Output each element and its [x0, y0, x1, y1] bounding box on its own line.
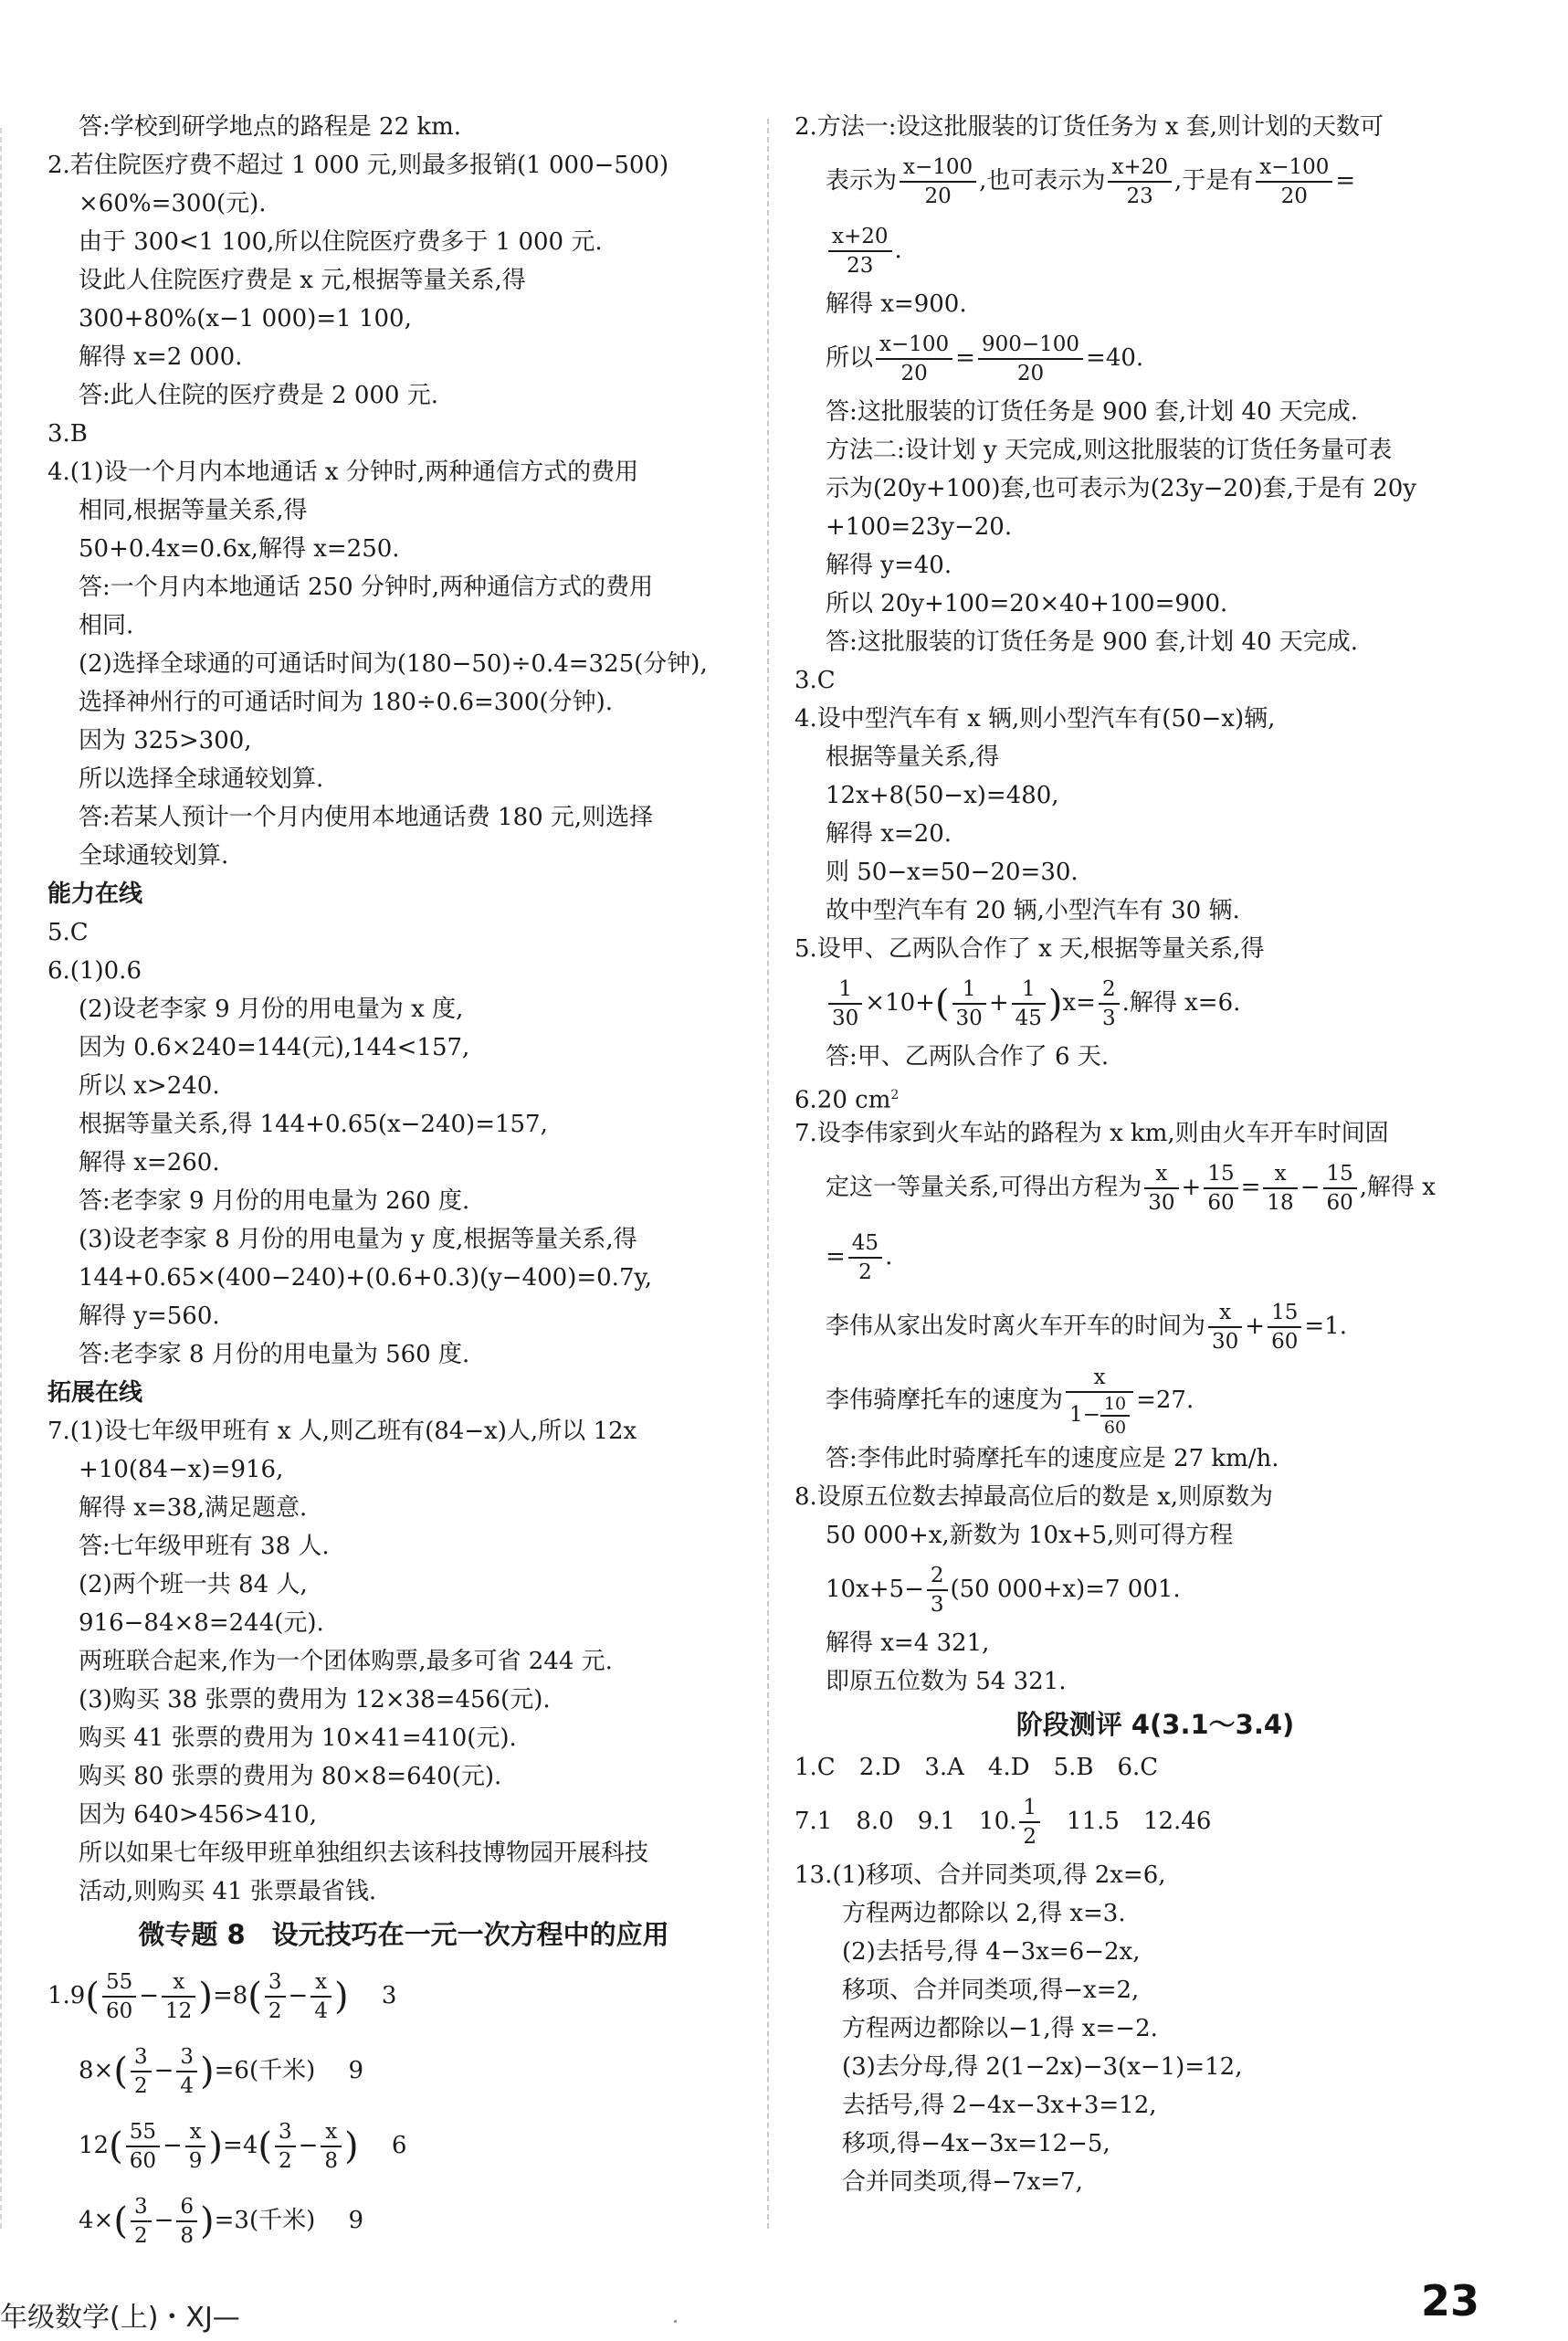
fraction	[265, 1968, 286, 2025]
fraction	[848, 1229, 882, 1286]
math-text: x=	[1062, 989, 1096, 1017]
answer-value: 9	[348, 2207, 364, 2234]
answer-line: 移项、合并同类项,得−x=2,	[842, 1977, 1140, 2004]
answer-line: 所以如果七年级甲班单独组织去该科技博物园开展科技	[79, 1840, 649, 1867]
math-text: =	[1240, 1174, 1261, 1201]
numerator: 3	[176, 2043, 197, 2072]
numerator: x−100	[876, 331, 952, 360]
fraction	[185, 2118, 206, 2175]
denominator: 60	[1271, 1330, 1299, 1354]
numerator: x	[162, 1968, 195, 1998]
denominator: 4	[314, 1999, 328, 2023]
answer-line: 购买 41 张票的费用为 10×41=410(元).	[79, 1724, 517, 1752]
paren-glyph: )	[198, 1976, 213, 2018]
answer-line: (3)去分母,得 2(1−2x)−3(x−1)=12,	[842, 2053, 1243, 2081]
answer-line: 合并同类项,得−7x=7,	[842, 2168, 1083, 2196]
answer-line: 因为 0.6×240=144(元),144<157,	[79, 1034, 470, 1061]
paren-glyph: (	[113, 2051, 128, 2093]
math-text: .解得 x=6.	[1121, 989, 1241, 1017]
answer-line: 全球通较划算.	[79, 842, 229, 870]
fraction	[126, 2118, 160, 2175]
numerator: x	[310, 1968, 331, 1998]
denominator: 60	[129, 2149, 156, 2173]
denominator: 3	[930, 1593, 944, 1617]
numerator: 15	[1268, 1299, 1301, 1328]
complex-fraction	[1066, 1364, 1133, 1439]
denominator: 8	[324, 2149, 339, 2173]
math-text: =8	[212, 1982, 248, 2009]
math-line	[795, 968, 1516, 1038]
numerator: 1	[952, 975, 986, 1005]
numerator: x	[185, 2118, 206, 2147]
answer-line: 解得 x=20.	[826, 820, 952, 848]
numerator: x−100	[900, 153, 976, 183]
fraction	[102, 1968, 136, 2025]
answer-line: 答:甲、乙两队合作了 6 天.	[826, 1043, 1110, 1070]
answer-line: 示为(20y+100)套,也可表示为(23y−20)套,于是有 20y	[826, 475, 1416, 502]
denominator: 20	[1016, 362, 1045, 385]
numerator: 1	[1019, 1794, 1040, 1823]
denominator: 9	[188, 2149, 203, 2173]
answer-line: 解得 y=40.	[826, 552, 952, 579]
math-line	[47, 2108, 760, 2183]
answer-line: 答:这批服装的订货任务是 900 套,计划 40 天完成.	[826, 628, 1359, 656]
math-text: .	[894, 237, 902, 264]
answer-line: 解得 x=2 000.	[79, 343, 243, 371]
section-heading-ability: 能力在线	[47, 881, 143, 908]
answer-line: 方程两边都除以 2,得 x=3.	[842, 1900, 1126, 1927]
denominator	[1066, 1393, 1133, 1439]
page-number: 23	[1421, 2276, 1480, 2325]
denominator: 30	[955, 1007, 983, 1030]
answer-line: 300+80%(x−1 000)=1 100,	[79, 305, 412, 332]
answer-line: +100=23y−20.	[826, 513, 1013, 541]
paren-glyph: )	[200, 2200, 215, 2242]
numerator: x	[1144, 1160, 1178, 1189]
math-text: 4×	[79, 2207, 114, 2234]
answer-line	[795, 1076, 1516, 1114]
answer-line: 活动,则购买 41 张票最省钱.	[79, 1878, 377, 1905]
denominator: 30	[832, 1007, 859, 1030]
column-divider	[767, 119, 769, 2229]
math-text: =3(千米)	[214, 2207, 316, 2234]
fraction	[900, 153, 976, 210]
math-text: +	[1181, 1174, 1202, 1201]
math-text: 李伟从家出发时离火车开车的时间为	[826, 1313, 1206, 1340]
numerator: 1	[1012, 975, 1046, 1005]
answer-line: 50 000+x,新数为 10x+5,则可得方程	[826, 1522, 1234, 1549]
math-text: 1−	[1069, 1403, 1100, 1427]
math-text: 10x+5−	[826, 1576, 924, 1603]
answer-line: 则 50−x=50−20=30.	[826, 859, 1079, 886]
math-line	[795, 1292, 1516, 1361]
fraction	[952, 975, 986, 1032]
math-line	[47, 2183, 760, 2258]
math-text: =1.	[1304, 1313, 1347, 1340]
fraction	[131, 2043, 152, 2100]
fraction	[1144, 1160, 1178, 1217]
answer-line: (2)去括号,得 4−3x=6−2x,	[842, 1938, 1141, 1966]
answer-line: 144+0.65×(400−240)+(0.6+0.3)(y−400)=0.7y,	[79, 1264, 652, 1292]
answer-line: 答:七年级甲班有 38 人.	[79, 1533, 330, 1560]
numerator: 15	[1323, 1160, 1357, 1189]
answer-line: 选择神州行的可通话时间为 180÷0.6=300(分钟).	[79, 689, 613, 716]
denominator: 4	[180, 2074, 195, 2098]
denominator: 60	[1326, 1191, 1353, 1215]
math-text: 11.5 12.46	[1043, 1808, 1212, 1835]
fraction	[321, 2118, 342, 2175]
math-line	[795, 1222, 1516, 1292]
answer-line: 方程两边都除以−1,得 x=−2.	[842, 2015, 1158, 2042]
math-text: −	[153, 2207, 174, 2234]
math-line	[795, 1555, 1516, 1624]
footer-dot	[674, 2320, 677, 2323]
fraction	[927, 1562, 948, 1619]
answer-line: 6.(1)0.6	[47, 957, 142, 985]
denominator: 45	[1015, 1007, 1042, 1030]
answer-line: 方法二:设计划 y 天完成,则这批服装的订货任务量可表	[826, 437, 1393, 464]
paren-glyph: )	[344, 2125, 359, 2167]
paren-glyph: (	[258, 2125, 272, 2167]
numerator: x−100	[1256, 153, 1332, 183]
answer-line: 2.方法一:设这批服装的订货任务为 x 套,则计划的天数可	[795, 113, 1384, 141]
answer-line: 3.B	[47, 420, 88, 448]
math-line	[795, 1153, 1516, 1222]
fraction	[828, 975, 862, 1032]
left-edge-rule	[0, 128, 2, 2229]
math-line	[795, 146, 1516, 216]
fraction	[828, 223, 892, 279]
numerator: 900−100	[978, 331, 1083, 360]
fraction	[1323, 1160, 1357, 1217]
answer-line: 移项,得−4x−3x=12−5,	[842, 2130, 1110, 2157]
paren-glyph: (	[113, 2200, 128, 2242]
math-text: =4	[223, 2132, 258, 2159]
math-text: +	[1245, 1313, 1266, 1340]
answer-line: (2)选择全球通的可通话时间为(180−50)÷0.4=325(分钟),	[79, 650, 708, 678]
math-line	[795, 323, 1516, 393]
numerator: 15	[1204, 1160, 1237, 1189]
denominator: 18	[1267, 1191, 1294, 1215]
denominator: 3	[1101, 1007, 1116, 1030]
paren-glyph: )	[208, 2125, 224, 2167]
fraction	[1012, 975, 1046, 1032]
fraction	[1263, 1160, 1297, 1217]
answer-line: 50+0.4x=0.6x,解得 x=250.	[79, 535, 400, 563]
superscript: 2	[890, 1088, 900, 1102]
answer-line: 所以 20y+100=20×40+100=900.	[826, 590, 1228, 617]
denominator: 20	[900, 362, 928, 385]
fraction	[176, 2043, 197, 2100]
answer-line: 故中型汽车有 20 辆,小型汽车有 30 辆.	[826, 897, 1240, 924]
numerator: 3	[275, 2118, 296, 2147]
fraction	[1204, 1160, 1237, 1217]
answer-line: 购买 80 张票的费用为 80×8=640(元).	[79, 1763, 502, 1790]
answer-line: 916−84×8=244(元).	[79, 1609, 324, 1637]
answer-line: 答:若某人预计一个月内使用本地通话费 180 元,则选择	[79, 804, 654, 831]
answer-line: 解得 x=4 321,	[826, 1629, 990, 1657]
math-text: −	[139, 1982, 160, 2009]
numerator: 6	[176, 2193, 197, 2222]
fraction	[275, 2118, 296, 2175]
footer-book-label: 年级数学(上)・XJ—	[0, 2302, 240, 2334]
math-text: =27.	[1136, 1387, 1194, 1414]
answer-line: (2)设老李家 9 月份的用电量为 x 度,	[79, 996, 464, 1023]
math-text: 所以	[826, 344, 874, 372]
denominator: 2	[278, 2149, 292, 2173]
fraction	[1108, 153, 1172, 210]
answer-line: 13.(1)移项、合并同类项,得 2x=6,	[795, 1861, 1166, 1889]
denominator: 2	[133, 2224, 148, 2248]
math-text: −	[153, 2057, 174, 2084]
answer-line: 4.(1)设一个月内本地通话 x 分钟时,两种通信方式的费用	[47, 459, 639, 486]
answer-line: 2.若住院医疗费不超过 1 000 元,则最多报销(1 000−500)	[47, 152, 669, 179]
math-text: ,于是有	[1173, 167, 1254, 195]
numerator: 1	[828, 975, 862, 1005]
numerator: 55	[102, 1968, 136, 1998]
numerator: 10	[1100, 1393, 1130, 1417]
numerator: 2	[927, 1562, 948, 1591]
denominator: 20	[1280, 185, 1308, 208]
answer-line: 解得 x=38,满足题意.	[79, 1494, 308, 1522]
answer-line: 5.设甲、乙两队合作了 x 天,根据等量关系,得	[795, 935, 1265, 963]
answer-value: 6	[391, 2132, 407, 2159]
denominator: 60	[1103, 1418, 1127, 1438]
micro-topic-title: 微专题 8 设元技巧在一元一次方程中的应用	[138, 1919, 669, 1950]
answer-line: 相同.	[79, 612, 134, 639]
fraction	[1256, 153, 1332, 210]
answer-line: 1.C 2.D 3.A 4.D 5.B 6.C	[795, 1754, 1159, 1781]
fraction	[1100, 1393, 1130, 1439]
fraction	[1019, 1794, 1040, 1851]
paren-glyph: (	[934, 983, 950, 1025]
math-text: −	[298, 2132, 319, 2159]
math-text: 6.20 cm	[795, 1086, 891, 1114]
math-text: −	[1300, 1174, 1321, 1201]
math-text: −	[162, 2132, 183, 2159]
fraction	[876, 331, 952, 387]
numerator: x+20	[828, 223, 892, 252]
denominator: 30	[1212, 1330, 1239, 1354]
answer-value: 3	[381, 1982, 397, 2009]
answer-line: 7.(1)设七年级甲班有 x 人,则乙班有(84−x)人,所以 12x	[47, 1418, 637, 1445]
math-line	[47, 1958, 760, 2033]
paren-glyph: (	[109, 2125, 123, 2167]
math-text: 表示为	[826, 167, 898, 195]
math-text: =	[826, 1243, 846, 1271]
answer-line: 根据等量关系,得 144+0.65(x−240)=157,	[79, 1111, 548, 1138]
answer-line: 答:李伟此时骑摩托车的速度应是 27 km/h.	[826, 1445, 1279, 1472]
math-text: 李伟骑摩托车的速度为	[826, 1387, 1064, 1414]
answer-line: 3.C	[795, 667, 836, 694]
numerator: x	[1263, 1160, 1297, 1189]
answer-line: (3)设老李家 8 月份的用电量为 y 度,根据等量关系,得	[79, 1226, 637, 1253]
numerator: 55	[126, 2118, 160, 2147]
denominator: 8	[180, 2224, 195, 2248]
numerator: x	[321, 2118, 342, 2147]
answer-line: (2)两个班一共 84 人,	[79, 1571, 308, 1598]
math-line	[795, 1361, 1516, 1439]
fraction	[1268, 1299, 1301, 1355]
math-text: 12	[79, 2132, 110, 2159]
math-text: =6(千米)	[214, 2057, 316, 2084]
answer-line: 答:老李家 9 月份的用电量为 260 度.	[79, 1187, 470, 1215]
answer-line: 解得 x=900.	[826, 290, 967, 318]
answer-line: 设此人住院医疗费是 x 元,根据等量关系,得	[79, 267, 526, 294]
fraction	[1099, 975, 1120, 1032]
math-text: −	[288, 1982, 309, 2009]
answer-line: 所以选择全球通较划算.	[79, 765, 324, 793]
fraction	[1208, 1299, 1242, 1355]
numerator: 45	[848, 1229, 882, 1259]
fraction	[162, 1968, 195, 2025]
answer-line: 去括号,得 2−4x−3x+3=12,	[842, 2092, 1157, 2119]
math-line	[795, 1787, 1516, 1856]
numerator: 2	[1099, 975, 1120, 1005]
answer-line: 因为 325>300,	[79, 727, 252, 754]
right-column	[795, 108, 1516, 2201]
answer-line: 答:这批服装的订货任务是 900 套,计划 40 天完成.	[826, 398, 1359, 426]
math-text: 定这一等量关系,可得出方程为	[826, 1174, 1142, 1201]
denominator: 23	[1126, 185, 1153, 208]
left-column	[47, 108, 760, 2258]
math-text: =	[955, 344, 975, 372]
paren-glyph: (	[247, 1976, 262, 2018]
numerator: x	[1208, 1299, 1242, 1328]
math-text: (50 000+x)=7 001.	[950, 1576, 1181, 1603]
answer-line: 解得 x=260.	[79, 1149, 220, 1176]
answer-line: 答:此人住院的医疗费是 2 000 元.	[79, 382, 438, 409]
answer-line: 8.设原五位数去掉最高位后的数是 x,则原数为	[795, 1483, 1273, 1511]
answer-line: ×60%=300(元).	[79, 190, 267, 217]
answer-line: 由于 300<1 100,所以住院医疗费多于 1 000 元.	[79, 228, 603, 256]
numerator: 3	[265, 1968, 286, 1998]
paren-glyph: (	[85, 1976, 100, 2018]
answer-line: 答:学校到研学地点的路程是 22 km.	[79, 113, 462, 141]
paren-glyph: )	[333, 1976, 349, 2018]
answer-line: 答:老李家 8 月份的用电量为 560 度.	[79, 1341, 470, 1368]
answer-line: (3)购买 38 张票的费用为 12×38=456(元).	[79, 1686, 551, 1714]
answer-line: 即原五位数为 54 321.	[826, 1668, 1067, 1695]
math-text: 8×	[79, 2057, 114, 2084]
answer-line: 解得 y=560.	[79, 1302, 220, 1330]
answer-line: 相同,根据等量关系,得	[79, 497, 308, 524]
answer-value: 9	[348, 2057, 364, 2084]
math-text: +	[988, 989, 1009, 1017]
denominator: 23	[847, 254, 874, 278]
math-text: .	[885, 1243, 893, 1271]
section-heading-extension: 拓展在线	[47, 1379, 143, 1407]
fraction	[176, 2193, 197, 2250]
fraction	[310, 1968, 331, 2025]
math-line	[47, 2033, 760, 2108]
math-text: =40.	[1086, 344, 1144, 372]
paren-glyph: )	[1047, 983, 1063, 1025]
fraction	[131, 2193, 152, 2250]
answer-line: 答:一个月内本地通话 250 分钟时,两种通信方式的费用	[79, 574, 654, 601]
answer-line: +10(84−x)=916,	[79, 1456, 284, 1483]
denominator: 2	[268, 1999, 282, 2023]
denominator: 12	[165, 1999, 193, 2023]
numerator: 3	[131, 2193, 152, 2222]
fraction	[978, 331, 1083, 387]
math-text: 1.9	[47, 1982, 86, 2009]
math-line	[795, 216, 1516, 285]
denominator: 2	[1023, 1825, 1037, 1849]
answer-line: 根据等量关系,得	[826, 743, 1000, 771]
answer-line: 所以 x>240.	[79, 1072, 220, 1100]
denominator: 2	[858, 1260, 872, 1284]
stage-test-title: 阶段测评 4(3.1～3.4)	[1016, 1709, 1295, 1740]
answer-line: 5.C	[47, 919, 89, 946]
numerator: x	[1066, 1364, 1133, 1393]
math-text: =	[1335, 167, 1356, 195]
denominator: 30	[1148, 1191, 1175, 1215]
numerator: 3	[131, 2043, 152, 2072]
answer-line: 12x+8(50−x)=480,	[826, 782, 1059, 809]
math-text: ,也可表示为	[979, 167, 1106, 195]
answer-line: 因为 640>456>410,	[79, 1801, 317, 1829]
answer-line: 两班联合起来,作为一个团体购票,最多可省 244 元.	[79, 1648, 613, 1675]
denominator: 2	[133, 2074, 148, 2098]
denominator: 60	[1207, 1191, 1235, 1215]
numerator: x+20	[1108, 153, 1172, 183]
denominator: 60	[105, 1999, 133, 2023]
answer-line: 4.设中型汽车有 x 辆,则小型汽车有(50−x)辆,	[795, 705, 1276, 733]
denominator: 20	[924, 185, 952, 208]
answer-line: 7.设李伟家到火车站的路程为 x km,则由火车开车时间固	[795, 1120, 1389, 1147]
math-text: 7.1 8.0 9.1 10.	[795, 1808, 1017, 1835]
math-text: ×10+	[865, 989, 935, 1017]
math-text: ,解得 x	[1359, 1174, 1436, 1201]
paren-glyph: )	[200, 2051, 215, 2093]
